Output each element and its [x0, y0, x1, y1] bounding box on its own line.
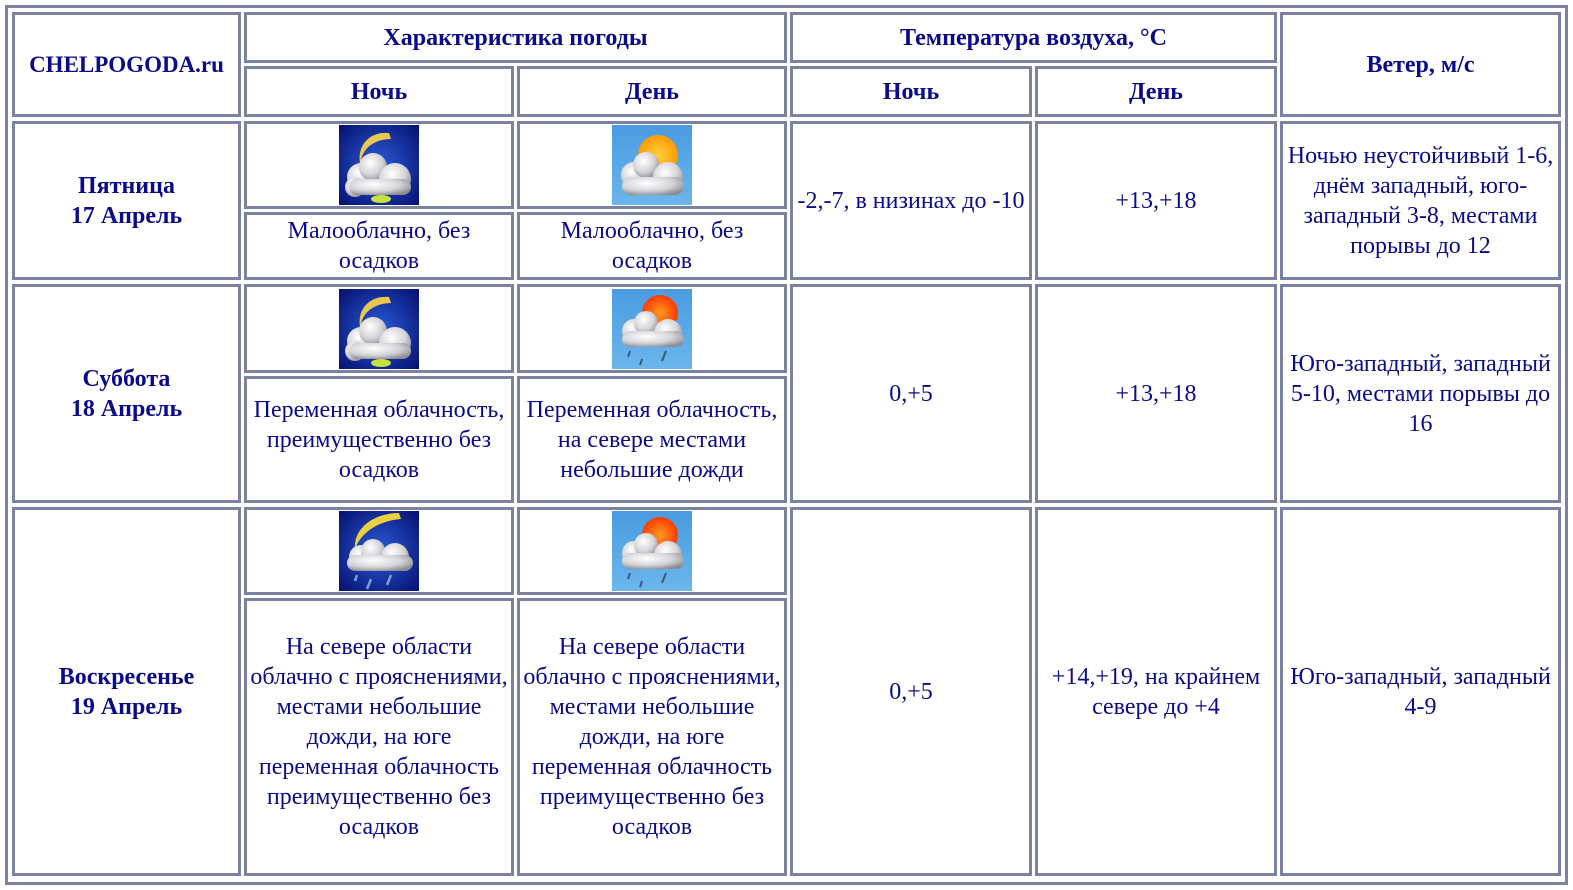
site-name-cell	[12, 12, 241, 117]
moon-cloud-rain-icon	[339, 511, 419, 591]
day-icon-cell	[517, 507, 787, 595]
temp-night-header	[790, 66, 1032, 117]
weekday: Пятница	[78, 172, 175, 199]
temp-day-value: +14,+19, на крайнем севере до +4	[1051, 663, 1261, 720]
night-condition-text: Переменная облачность, преимущественно без осадков	[253, 396, 505, 483]
moon-cloud-icon	[339, 125, 419, 205]
temp-night-value: -2,-7, в низинах до -10	[797, 187, 1025, 214]
temp-day-header	[1035, 66, 1277, 117]
day-cell	[12, 284, 241, 503]
day-condition-text: На севере области облачно с прояснениями, местами небольшие дожди, на юге переменная облачность преимущественно без осадков	[523, 634, 781, 840]
day-cell	[12, 507, 241, 876]
temp-night	[790, 507, 1032, 876]
weather-header	[244, 12, 787, 63]
wind	[1280, 507, 1561, 876]
night-condition	[244, 598, 514, 876]
temp-day-label: День	[1129, 78, 1183, 105]
night-icon-cell	[244, 507, 514, 595]
temperature-header-label: Температура воздуха, °C	[900, 24, 1167, 51]
day-condition	[517, 212, 787, 280]
site-name: CHELPOGODA.ru	[29, 51, 224, 77]
day-icon-cell	[517, 284, 787, 373]
temp-night	[790, 121, 1032, 280]
day-condition	[517, 598, 787, 876]
date: 19 Апрель	[70, 693, 183, 720]
day-condition	[517, 376, 787, 503]
night-icon-cell	[244, 284, 514, 373]
night-condition-text: На севере области облачно с прояснениями, местами небольшие дожди, на юге переменная облачность преимущественно без осадков	[250, 634, 508, 840]
weather-header-label: Характеристика погоды	[383, 24, 648, 51]
temp-day	[1035, 507, 1277, 876]
wind-header-label: Ветер, м/с	[1366, 51, 1475, 78]
weekday: Воскресенье	[58, 663, 195, 690]
weather-night-label: Ночь	[350, 78, 408, 105]
temp-day	[1035, 284, 1277, 503]
weather-day-header	[517, 66, 787, 117]
wind	[1280, 284, 1561, 503]
moon-cloud-icon	[339, 289, 419, 369]
date: 17 Апрель	[70, 202, 183, 229]
wind-header	[1280, 12, 1561, 117]
date: 18 Апрель	[70, 395, 183, 422]
day-condition-text: Переменная облачность, на севере местами небольшие дожди	[526, 396, 778, 483]
temp-night-value: 0,+5	[889, 678, 933, 705]
wind-value: Юго-западный, западный 4-9	[1290, 663, 1551, 720]
day-cell	[12, 121, 241, 280]
night-condition	[244, 212, 514, 280]
day-icon-cell	[517, 121, 787, 209]
temperature-header	[790, 12, 1277, 63]
night-condition-text: Малооблачно, без осадков	[287, 218, 471, 274]
wind-value: Юго-западный, западный 5-10, местами порывы до 16	[1290, 350, 1551, 437]
temp-day	[1035, 121, 1277, 280]
night-icon-cell	[244, 121, 514, 209]
weather-night-header	[244, 66, 514, 117]
temp-day-value: +13,+18	[1115, 187, 1197, 214]
wind	[1280, 121, 1561, 280]
sun-cloud-rain-icon	[612, 289, 692, 369]
temp-night-label: Ночь	[882, 78, 940, 105]
wind-value: Ночью неустойчивый 1-6, днём западный, юго-западный 3-8, местами порывы до 12	[1287, 142, 1554, 259]
temp-night-value: 0,+5	[889, 380, 933, 407]
weekday: Суббота	[82, 365, 171, 392]
night-condition	[244, 376, 514, 503]
day-condition-text: Малооблачно, без осадков	[560, 218, 744, 274]
temp-night	[790, 284, 1032, 503]
temp-day-value: +13,+18	[1115, 380, 1197, 407]
sun-cloud-rain-icon	[612, 511, 692, 591]
weather-day-label: День	[625, 78, 679, 105]
sun-cloud-icon	[612, 125, 692, 205]
